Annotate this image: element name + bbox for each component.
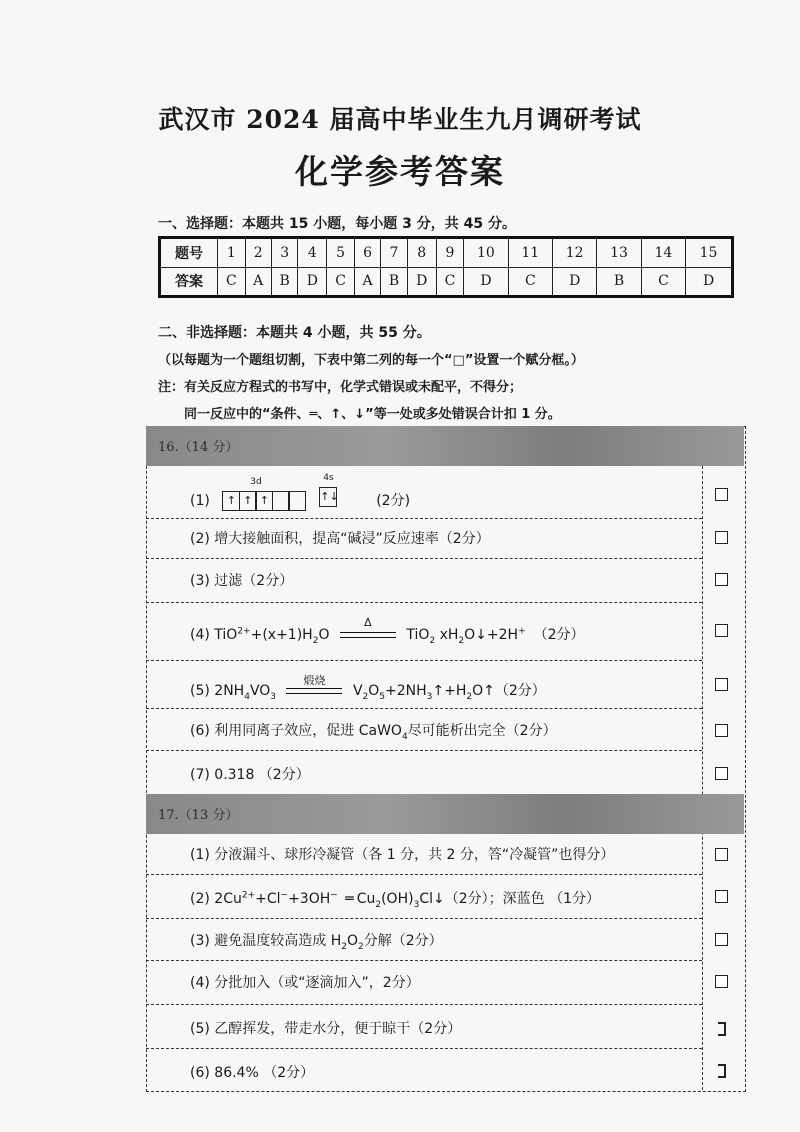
eq-part: TiO bbox=[406, 627, 430, 643]
answer-part: (3) 避免温度较高造成 H bbox=[190, 933, 342, 949]
eq-sub: 4 bbox=[401, 731, 408, 742]
answer-number: (1) bbox=[190, 493, 210, 509]
score-box[interactable] bbox=[715, 975, 728, 988]
eq-part: O bbox=[368, 683, 380, 699]
score-box[interactable] bbox=[715, 890, 728, 903]
question-number: 11 bbox=[508, 238, 552, 268]
answer-cell: D bbox=[686, 267, 733, 297]
eq-part: (4) TiO bbox=[190, 627, 238, 643]
eq-sub: 2 bbox=[429, 635, 436, 646]
reaction-arrow bbox=[340, 616, 396, 638]
eq-part: +3OH bbox=[288, 891, 331, 907]
orbital-diagram-4s bbox=[319, 473, 339, 507]
eq-sub: 3 bbox=[270, 691, 277, 702]
question-17-header bbox=[146, 794, 744, 834]
answer-cell: A bbox=[354, 267, 380, 297]
q16-answer-7-row bbox=[146, 750, 702, 794]
question-number: 4 bbox=[298, 238, 327, 268]
question-number-row bbox=[160, 238, 733, 268]
orbital-box bbox=[288, 491, 306, 511]
grading-note-1: （以每题为一个题组切割，下表中第二列的每一个“□”设置一个赋分框。） bbox=[158, 353, 584, 368]
question-number: 8 bbox=[407, 238, 436, 268]
eq-part: (2) 2Cu bbox=[190, 891, 242, 907]
equation-text bbox=[190, 888, 600, 910]
answer-part: O bbox=[347, 933, 359, 949]
answer-text bbox=[190, 930, 443, 952]
q16-answer-5-row bbox=[146, 660, 702, 709]
answer-cell: C bbox=[508, 267, 552, 297]
score-box[interactable] bbox=[715, 767, 728, 780]
question-number: 1 bbox=[218, 238, 246, 268]
eq-part: +2NH bbox=[385, 683, 427, 699]
score-box[interactable] bbox=[715, 488, 728, 501]
section2-heading: 二、非选择题：本题共 4 小题，共 55 分。 bbox=[158, 325, 431, 341]
question-16-header bbox=[146, 426, 744, 466]
question-number: 2 bbox=[245, 238, 271, 268]
answer-text: (7) 0.318 （2分） bbox=[190, 767, 310, 783]
eq-part: xH bbox=[435, 627, 459, 643]
q17-answer-3-row bbox=[146, 918, 702, 961]
eq-sub: 4 bbox=[244, 691, 250, 702]
eq-sub: 3 bbox=[426, 691, 433, 702]
question-number: 14 bbox=[641, 238, 685, 268]
eq-part: +Cl bbox=[255, 891, 281, 907]
answer-text: (4) 分批加入（或“逐滴加入”，2分） bbox=[190, 975, 420, 991]
score-box[interactable] bbox=[715, 624, 728, 637]
q17-answer-1-row bbox=[146, 834, 702, 875]
orbital-label-4s: 4s bbox=[323, 473, 334, 483]
eq-sup: − bbox=[330, 890, 338, 901]
question-number: 6 bbox=[354, 238, 380, 268]
eq-part: O bbox=[318, 627, 330, 643]
exam-title: 武汉市 2024 届高中毕业生九月调研考试 bbox=[158, 105, 642, 134]
answer-cell: C bbox=[641, 267, 685, 297]
eq-sub: 3 bbox=[413, 899, 420, 910]
q16-answer-4-row bbox=[146, 602, 702, 661]
eq-part: +(x+1)H bbox=[250, 627, 313, 643]
eq-part: VO bbox=[249, 683, 271, 699]
grading-note-2: 注：有关反应方程式的书写中，化学式错误或未配平，不得分； bbox=[158, 380, 523, 395]
question-number: 13 bbox=[597, 238, 641, 268]
score-box[interactable] bbox=[715, 573, 728, 586]
eq-sub: 2 bbox=[358, 941, 364, 952]
eq-sub: 2 bbox=[362, 691, 369, 702]
equation-text bbox=[190, 616, 585, 646]
answer-cell: D bbox=[553, 267, 597, 297]
eq-part: (OH) bbox=[381, 891, 414, 907]
answer-cell: C bbox=[218, 267, 246, 297]
eq-sub: 2 bbox=[375, 899, 382, 910]
eq-sub: 2 bbox=[341, 941, 347, 952]
question-17-label: 17.（13 分） bbox=[158, 808, 239, 823]
row-label-answer: 答案 bbox=[160, 267, 218, 297]
answer-cell: B bbox=[381, 267, 408, 297]
answer-cell: D bbox=[464, 267, 508, 297]
score-box[interactable] bbox=[715, 678, 728, 691]
answer-part: 分解（2分） bbox=[363, 933, 443, 949]
score-box[interactable] bbox=[715, 848, 728, 861]
eq-sub: 5 bbox=[379, 691, 386, 702]
answer-text bbox=[190, 720, 557, 742]
equals-sign: ═ bbox=[345, 891, 354, 907]
eq-sub: 2 bbox=[458, 635, 465, 646]
answer-cell: C bbox=[327, 267, 355, 297]
answer-cell: B bbox=[271, 267, 298, 297]
question-number: 7 bbox=[381, 238, 408, 268]
score-text: (2分) bbox=[376, 493, 411, 509]
row-label-question: 题号 bbox=[160, 238, 218, 268]
equation-text bbox=[190, 674, 546, 702]
answer-cell: D bbox=[298, 267, 327, 297]
grading-note-3: 同一反应中的“条件、═、↑、↓”等一处或多处错误合计扣 1 分。 bbox=[184, 407, 561, 422]
orbital-box: ↑↓ bbox=[319, 487, 337, 507]
score-column-divider bbox=[702, 426, 703, 1090]
q16-answer-1-row bbox=[146, 466, 702, 519]
eq-part: ↑+H bbox=[432, 683, 467, 699]
orbital-box: ↑ bbox=[255, 491, 273, 511]
reaction-condition: Δ bbox=[364, 616, 372, 629]
answer-cell: C bbox=[436, 267, 464, 297]
score-text: （2分） bbox=[533, 627, 585, 643]
eq-sub: 2 bbox=[312, 635, 319, 646]
multiple-choice-answer-table bbox=[158, 236, 734, 298]
answer-part: (6) 利用同离子效应，促进 CaWO bbox=[190, 723, 402, 739]
eq-sup: − bbox=[280, 890, 289, 901]
score-box[interactable] bbox=[718, 1064, 726, 1078]
answer-cell: D bbox=[407, 267, 436, 297]
question-number: 10 bbox=[464, 238, 508, 268]
orbital-box: ↑ bbox=[222, 491, 240, 511]
eq-sup: 2+ bbox=[241, 890, 256, 901]
eq-part: Cu bbox=[356, 891, 376, 907]
score-box[interactable] bbox=[715, 933, 728, 946]
orbital-diagram bbox=[222, 477, 305, 511]
section1-heading: 一、选择题：本题共 15 小题，每小题 3 分，共 45 分。 bbox=[158, 216, 516, 232]
score-box[interactable] bbox=[715, 724, 728, 737]
question-number: 3 bbox=[271, 238, 298, 268]
answer-text: (3) 过滤（2分） bbox=[190, 573, 294, 589]
orbital-label-3d: 3d bbox=[250, 477, 262, 487]
q16-answer-2-row bbox=[146, 518, 702, 559]
q16-answer-3-row bbox=[146, 558, 702, 603]
answer-part: 尽可能析出完全（2分） bbox=[407, 723, 557, 739]
answer-cell: A bbox=[245, 267, 271, 297]
score-box[interactable] bbox=[715, 531, 728, 544]
answer-text: (2) 增大接触面积，提高“碱浸”反应速率（2分） bbox=[190, 531, 490, 547]
orbital-box: ↑ bbox=[239, 491, 257, 511]
eq-sub: 2 bbox=[466, 691, 473, 702]
orbital-box bbox=[272, 491, 290, 511]
answer-text: (6) 86.4% （2分） bbox=[190, 1065, 315, 1081]
q17-answer-2-row bbox=[146, 874, 702, 919]
eq-part: Cl↓（2分）；深蓝色 （1分） bbox=[419, 891, 600, 907]
answer-text: (5) 乙醇挥发，带走水分，便于晾干（2分） bbox=[190, 1021, 462, 1037]
question-number: 12 bbox=[553, 238, 597, 268]
q17-answer-4-row bbox=[146, 960, 702, 1005]
question-number: 5 bbox=[327, 238, 355, 268]
eq-part: O↑（2分） bbox=[472, 683, 546, 699]
eq-part: O↓+2H bbox=[464, 627, 519, 643]
eq-sup: 2+ bbox=[237, 626, 251, 637]
answer-row bbox=[160, 267, 733, 297]
q17-answer-5-row bbox=[146, 1004, 702, 1049]
question-number: 15 bbox=[686, 238, 733, 268]
question-16-label: 16.（14 分） bbox=[158, 440, 239, 455]
question-number: 9 bbox=[436, 238, 464, 268]
score-box[interactable] bbox=[718, 1022, 726, 1036]
eq-sup: + bbox=[518, 626, 526, 637]
eq-part: V bbox=[352, 683, 363, 699]
q16-answer-6-row bbox=[146, 708, 702, 751]
answer-cell: B bbox=[597, 267, 641, 297]
reaction-condition: 煅烧 bbox=[303, 674, 326, 687]
reaction-arrow bbox=[286, 674, 342, 694]
q17-answer-6-row bbox=[146, 1048, 702, 1090]
eq-part: (5) 2NH bbox=[190, 683, 245, 699]
answer-key-title: 化学参考答案 bbox=[295, 152, 505, 191]
answer-text: (1) 分液漏斗、球形冷凝管（各 1 分，共 2 分，答“冷凝管”也得分） bbox=[190, 847, 615, 863]
